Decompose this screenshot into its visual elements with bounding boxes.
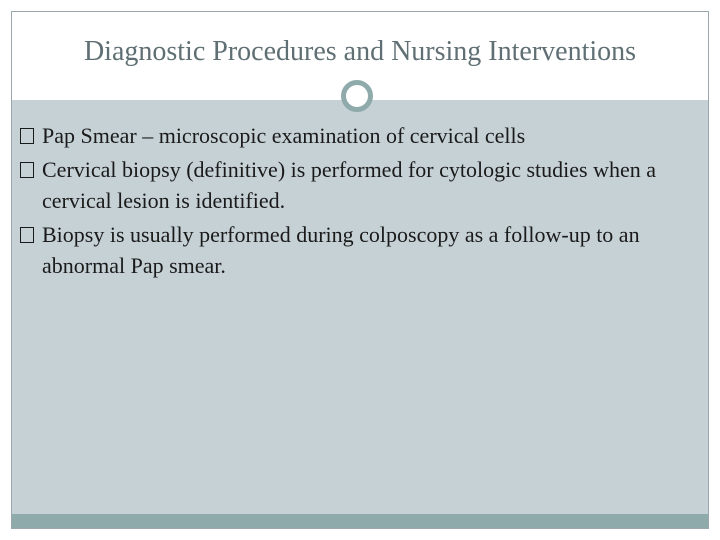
missing-glyph-box-icon bbox=[20, 128, 34, 144]
footer-bar bbox=[12, 514, 708, 528]
bullet-item bbox=[18, 154, 690, 216]
circle-ornament-icon bbox=[341, 80, 373, 112]
bullet-text: Cervical biopsy (definitive) is performed for cytologic studies when a cervical lesion is identified. bbox=[42, 157, 656, 213]
missing-glyph-box-icon bbox=[20, 162, 34, 178]
bullet-list bbox=[18, 120, 690, 284]
missing-glyph-box-icon bbox=[20, 227, 34, 243]
bullet-item bbox=[18, 120, 690, 151]
bullet-text: Biopsy is usually performed during colposcopy as a follow-up to an abnormal Pap smear. bbox=[42, 222, 640, 278]
slide-title: Diagnostic Procedures and Nursing Interventions bbox=[83, 36, 637, 67]
bullet-item bbox=[18, 219, 690, 281]
bullet-text: Pap Smear – microscopic examination of cervical cells bbox=[42, 123, 526, 148]
